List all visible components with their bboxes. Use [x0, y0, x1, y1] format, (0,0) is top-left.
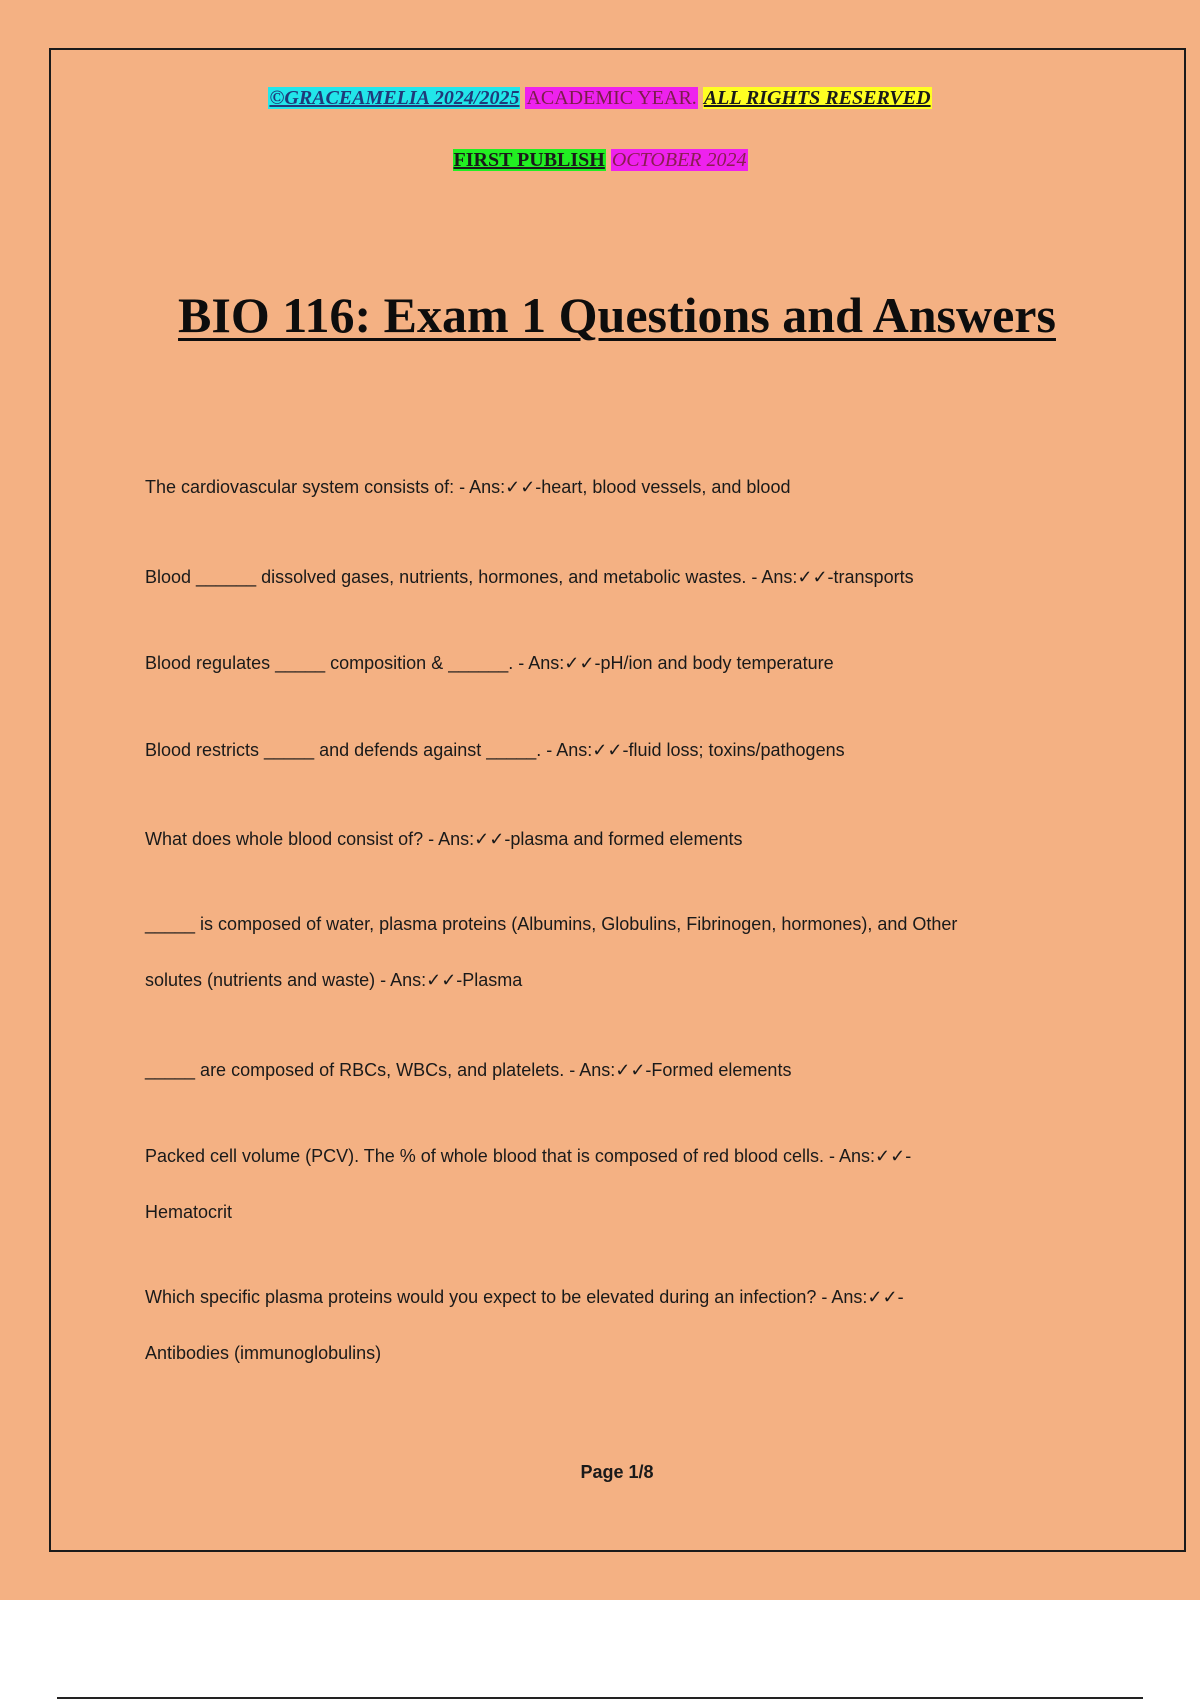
qa-item — [145, 896, 1080, 1008]
qa-item — [145, 811, 1080, 867]
qa-line: Hematocrit — [145, 1202, 233, 1222]
qa-line: The cardiovascular system consists of: - Ans:✓✓-heart, blood vessels, and blood — [145, 477, 791, 497]
qa-line: Which specific plasma proteins would you expect to be elevated during an infection? - Ans:✓✓- — [145, 1287, 904, 1307]
copyright-text: ©GRACEAMELIA 2024/2025 — [269, 87, 520, 109]
copyright-line — [0, 86, 1200, 110]
academic-year-text: ACADEMIC YEAR. — [526, 87, 697, 109]
qa-line: solutes (nutrients and waste) - Ans:✓✓-Plasma — [145, 970, 523, 990]
qa-item — [145, 1128, 1080, 1240]
document-title: BIO 116: Exam 1 Questions and Answers — [178, 287, 1056, 343]
qa-line: Blood regulates _____ composition & ______. - Ans:✓✓-pH/ion and body temperature — [145, 653, 834, 673]
qa-item — [145, 635, 1080, 691]
qa-item — [145, 722, 1080, 778]
qa-item — [145, 459, 1080, 515]
page-number: Page 1/8 — [580, 1462, 654, 1482]
qa-line: What does whole blood consist of? - Ans:✓✓-plasma and formed elements — [145, 829, 743, 849]
publish-date-text: OCTOBER 2024 — [611, 149, 747, 171]
qa-line: Antibodies (immunoglobulins) — [145, 1343, 382, 1363]
qa-item — [145, 1269, 1080, 1381]
qa-line: Blood ______ dissolved gases, nutrients, hormones, and metabolic wastes. - Ans:✓✓-transports — [145, 567, 914, 587]
rights-reserved-text: ALL RIGHTS RESERVED — [703, 87, 931, 109]
divider — [57, 1697, 1143, 1699]
qa-item — [145, 549, 1080, 605]
qa-item — [145, 1042, 1080, 1098]
qa-line: Blood restricts _____ and defends against _____. - Ans:✓✓-fluid loss; toxins/pathogens — [145, 740, 845, 760]
qa-line: _____ is composed of water, plasma proteins (Albumins, Globulins, Fibrinogen, hormones), and Other — [145, 914, 958, 934]
publish-line — [0, 148, 1200, 172]
qa-line: Packed cell volume (PCV). The % of whole blood that is composed of red blood cells. - Ans:✓✓- — [145, 1146, 912, 1166]
qa-line: _____ are composed of RBCs, WBCs, and platelets. - Ans:✓✓-Formed elements — [145, 1060, 792, 1080]
first-publish-text: FIRST PUBLISH — [453, 149, 605, 171]
